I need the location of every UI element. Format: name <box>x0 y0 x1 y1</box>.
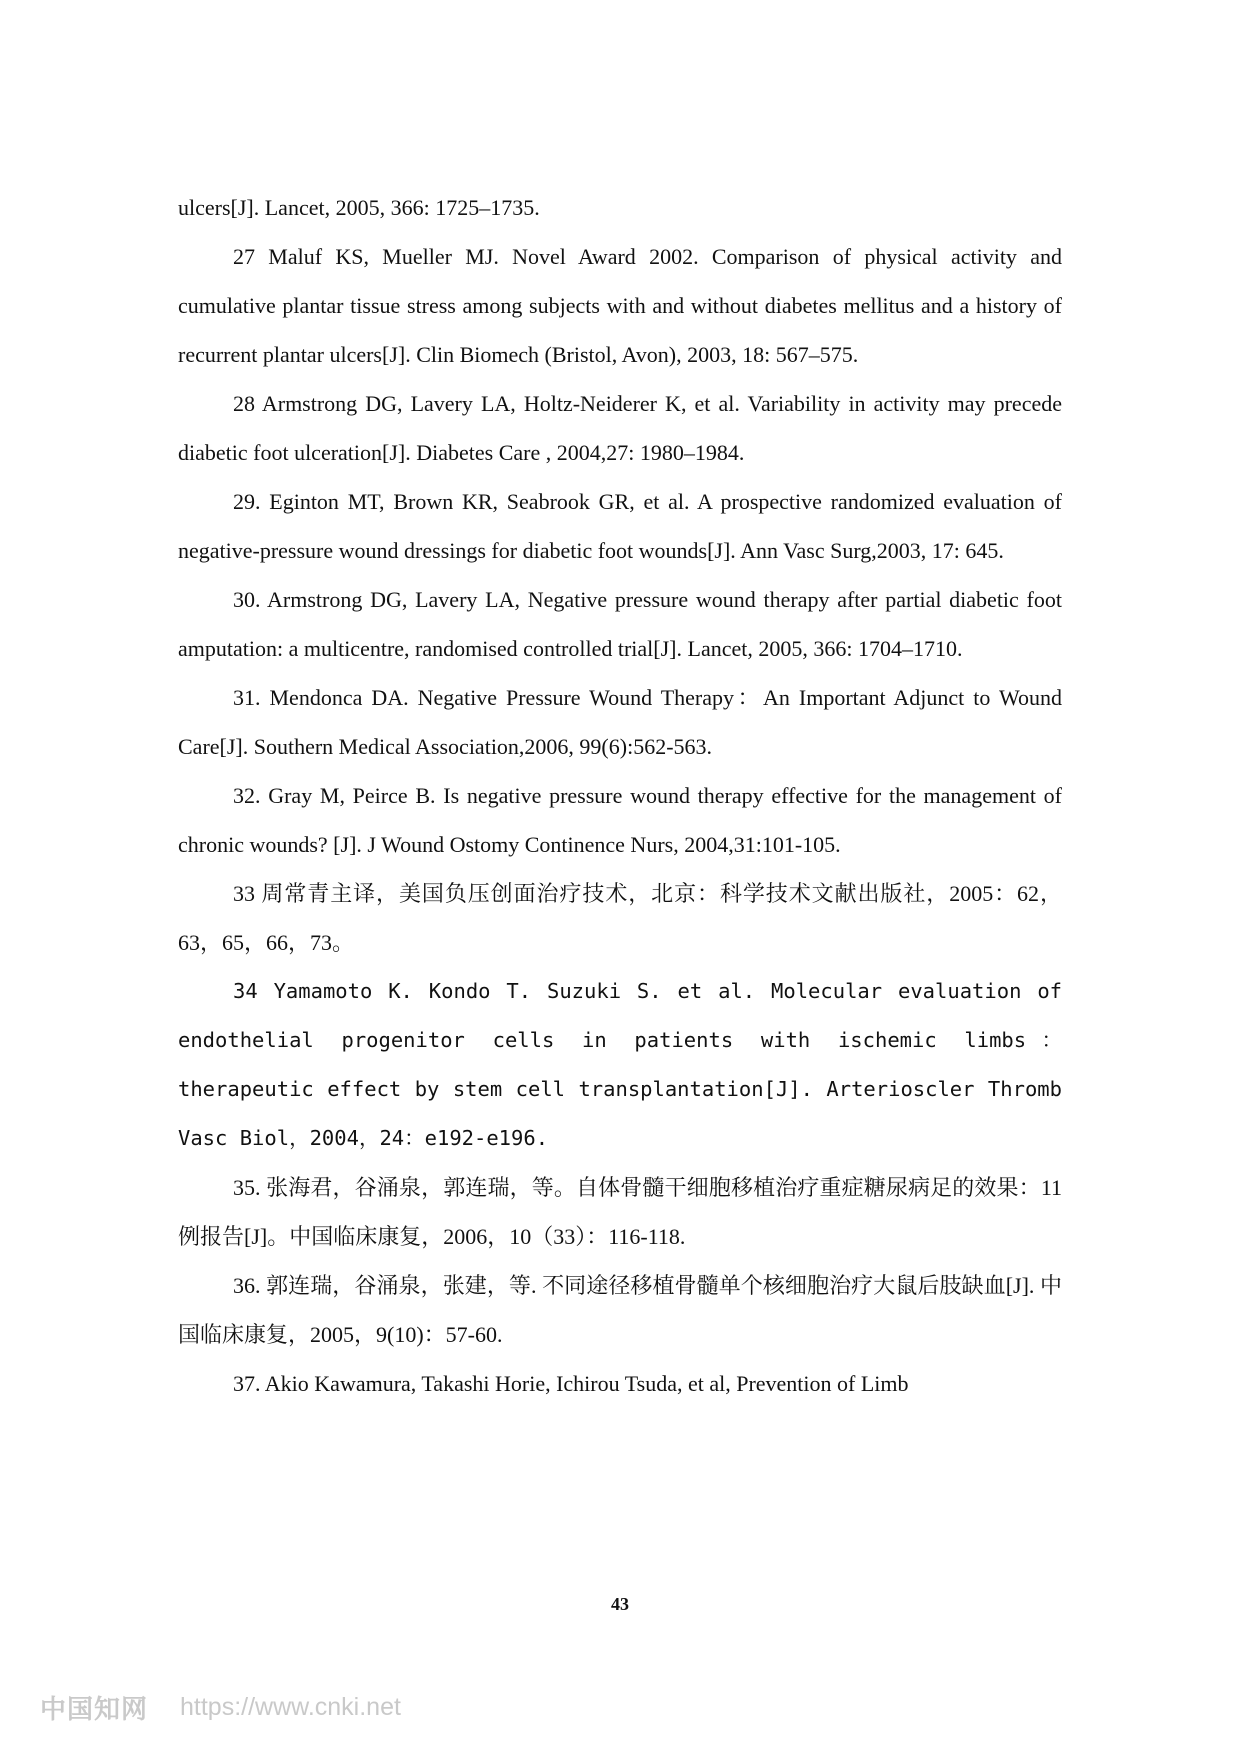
reference-list <box>178 183 1062 1408</box>
watermark-logo: 中国知网 <box>40 1694 149 1725</box>
reference-32: 32. Gray M, Peirce B. Is negative pressure wound therapy effective for the management of chronic wounds? [J]. J Wound Ostomy Continence Nurs, 2004,31:101-105. <box>178 783 1062 857</box>
reference-30: 30. Armstrong DG, Lavery LA, Negative pressure wound therapy after partial diabetic foot amputation: a multicentre, randomised controlled trial[J]. Lancet, 2005, 366: 1704–1710. <box>178 587 1062 661</box>
reference-31: 31. Mendonca DA. Negative Pressure Wound Therapy：An Important Adjunct to Wound Care[J]. Southern Medical Association,2006, 99(6):562-563. <box>178 685 1062 759</box>
reference-36: 36. 郭连瑞，谷涌泉，张建，等. 不同途径移植骨髓单个核细胞治疗大鼠后肢缺血[J]. 中国临床康复，2005，9(10)：57-60. <box>178 1273 1062 1347</box>
reference-27: 27 Maluf KS, Mueller MJ. Novel Award 2002. Comparison of physical activity and cumulative plantar tissue stress among subjects with and without diabetes mellitus and a history of recurrent plantar ulcers[J]. Clin Biomech (Bristol, Avon), 2003, 18: 567–575. <box>178 244 1062 367</box>
reference-28: 28 Armstrong DG, Lavery LA, Holtz-Neiderer K, et al. Variability in activity may precede diabetic foot ulceration[J]. Diabetes Care , 2004,27: 1980–1984. <box>178 391 1062 465</box>
cnki-watermark <box>40 1690 401 1724</box>
reference-29: 29. Eginton MT, Brown KR, Seabrook GR, et al. A prospective randomized evaluation of negative-pressure wound dressings for diabetic foot wounds[J]. Ann Vasc Surg,2003, 17: 645. <box>178 489 1062 563</box>
reference-37: 37. Akio Kawamura, Takashi Horie, Ichirou Tsuda, et al, Prevention of Limb <box>233 1371 909 1396</box>
watermark-url: https://www.cnki.net <box>180 1692 401 1721</box>
reference-33: 33 周常青主译，美国负压创面治疗技术，北京：科学技术文献出版社，2005：62，63，65，66，73。 <box>178 881 1062 955</box>
reference-35: 35. 张海君，谷涌泉，郭连瑞，等。自体骨髓干细胞移植治疗重症糖尿病足的效果：11例报告[J]。中国临床康复，2006，10（33）：116-118. <box>178 1175 1062 1249</box>
reference-continuation: ulcers[J]. Lancet, 2005, 366: 1725–1735. <box>178 195 540 220</box>
reference-34: 34 Yamamoto K. Kondo T. Suzuki S. et al. Molecular evaluation of endothelial progenitor cells in patients with ischemic limbs：therapeutic effect by stem cell transplantation[J]. Arterioscler Thromb Vasc Biol，2004，24：e192-e196. <box>178 979 1062 1150</box>
page-number: 43 <box>611 1594 629 1614</box>
